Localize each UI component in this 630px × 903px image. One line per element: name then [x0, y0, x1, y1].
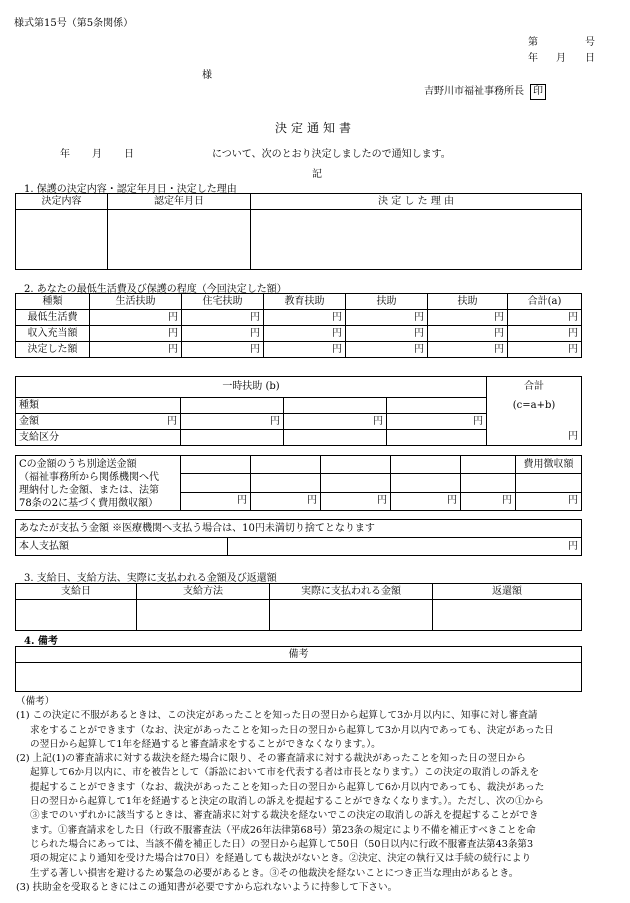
yen-cell[interactable]: 円: [508, 342, 582, 358]
col-header-aid-2: 扶助: [428, 294, 508, 310]
payment-table: [15, 583, 582, 631]
yen-cell[interactable]: 円: [346, 310, 428, 326]
actual-amount-cell[interactable]: [270, 600, 433, 631]
remittance-cell[interactable]: [321, 456, 391, 474]
col-header-type: 種類: [16, 294, 90, 310]
section3-heading: 3. 支給日、支給方法、実際に支払われる金額及び返還額: [24, 573, 277, 584]
col-header-aid-1: 扶助: [346, 294, 428, 310]
yen-cell[interactable]: 円: [346, 342, 428, 358]
yen-cell[interactable]: 円: [90, 326, 182, 342]
date-year-label: 年: [528, 53, 538, 64]
temp-category-cell[interactable]: [181, 430, 284, 446]
row-label-minimum-cost: 最低生活費: [16, 310, 90, 326]
notes-heading: （備考）: [16, 696, 55, 707]
date-day-label: 日: [585, 53, 595, 64]
self-pay-label: 本人支払額: [16, 538, 228, 556]
note-2-line: じられた場合にあっては、当該不備を補正した日）の翌日から起算して50日（50日以内に行政不服審査法第43条第3: [30, 838, 534, 850]
form-number: 様式第15号（第5条関係）: [14, 18, 134, 29]
yen-cell[interactable]: 円: [90, 342, 182, 358]
yen-cell[interactable]: 円: [264, 342, 346, 358]
approval-date-cell[interactable]: [108, 210, 251, 270]
note-2-line: 提起することができます（なお、裁決があったことを知った日の翌日から起算して6か月以内であっても、裁決があった: [30, 781, 545, 793]
temp-category-cell[interactable]: [284, 430, 387, 446]
yen-cell[interactable]: 円: [346, 326, 428, 342]
living-cost-table: [15, 293, 582, 358]
note-2-line: 日の翌日から起算して1年を経過すると決定の取消しの訴えを提起することができなくなります。）。ただし、次の①から: [30, 796, 544, 808]
temp-category-cell[interactable]: [387, 430, 487, 446]
row-label-income-applied: 収入充当額: [16, 326, 90, 342]
remittance-cell[interactable]: [181, 456, 251, 474]
yen-cell[interactable]: 円: [428, 342, 508, 358]
separate-remittance-line: （福祉事務所から関係機関へ代: [19, 472, 159, 483]
yen-cell[interactable]: 円: [182, 310, 264, 326]
ki-mark: 記: [312, 169, 322, 180]
addressee-suffix: 様: [202, 70, 212, 81]
total-c-spacer: [487, 414, 582, 430]
number-label-2: 号: [585, 37, 595, 48]
issuer-line: [424, 82, 546, 100]
table-row: [16, 342, 582, 358]
temporary-aid-table: [15, 376, 582, 446]
yen-cell[interactable]: 円: [181, 414, 284, 430]
approval-date-header: 認定年月日: [108, 194, 251, 210]
remarks-cell[interactable]: [16, 663, 582, 692]
note-2-line: 項の規定により通知を受けた場合は70日）を経過しても裁決がないとき。②決定、決定の執行又は手続の続行により: [30, 853, 532, 865]
remarks-table: [15, 646, 582, 692]
note-2-line: 起算して6か月以内に、市を被告として（訴訟において市を代表する者は市長となります。）この決定の取消しの訴えを: [30, 767, 540, 779]
separate-remittance-line: Cの金額のうち別途送金額: [19, 459, 137, 470]
intro-month: 月: [92, 149, 102, 160]
payment-date-cell[interactable]: [16, 600, 137, 631]
note-1-line: (1) この決定に不服があるときは、この決定があったことを知った日の翌日から起算して3か月以内に、知事に対し審査請: [16, 710, 538, 722]
yen-cell[interactable]: 円: [428, 310, 508, 326]
decision-table: [15, 193, 582, 270]
note-1-line: 求をすることができます（なお、決定があったことを知った日の翌日から起算して3か月以内であっても、決定があった日: [30, 724, 554, 736]
separate-remittance-label: [16, 456, 181, 511]
intro-day: 日: [124, 149, 134, 160]
temp-row-type: 種類: [16, 398, 181, 414]
remittance-cell[interactable]: [461, 474, 516, 492]
row-label-decided-amount: 決定した額: [16, 342, 90, 358]
remittance-cell[interactable]: [251, 456, 321, 474]
document-title: 決定通知書: [274, 121, 355, 135]
yen-cell[interactable]: 円: [387, 414, 487, 430]
decision-reason-cell[interactable]: [251, 210, 582, 270]
note-3-line: (3) 扶助金を受取るときにはこの通知書が必要ですから忘れないように持参して下さい。: [16, 881, 398, 893]
payment-note: あなたが支払う金額 ※医療機関へ支払う場合は、10円未満切り捨てとなります: [16, 520, 582, 538]
remarks-header: 備考: [16, 647, 582, 663]
yen-cell[interactable]: 円: [182, 326, 264, 342]
yen-cell[interactable]: 円: [182, 342, 264, 358]
decision-content-header: 決定内容: [16, 194, 108, 210]
yen-cell[interactable]: 円: [181, 492, 251, 510]
col-header-housing-aid: 住宅扶助: [182, 294, 264, 310]
section4-heading: 4. 備考: [24, 636, 58, 647]
yen-cell[interactable]: 円: [321, 492, 391, 510]
note-2-line: (2) 上記(1)の審査請求に対する裁決を経た場合に限り、その審査請求に対する裁決があったことを知った日の翌日から: [16, 753, 526, 765]
number-label-1: 第: [528, 37, 538, 48]
total-c-formula: (c=a+b): [487, 398, 582, 414]
temp-row-amount: [16, 414, 181, 430]
remittance-cell[interactable]: [516, 474, 582, 492]
payment-method-header: 支給方法: [137, 584, 270, 600]
yen-cell[interactable]: 円: [508, 326, 582, 342]
fee-collection-label: 費用徴収額: [516, 456, 582, 474]
yen-cell[interactable]: 円: [428, 326, 508, 342]
total-c-yen[interactable]: 円: [487, 430, 582, 446]
section2-heading: 2. あなたの最低生活費及び保護の程度（今回決定した額）: [24, 284, 287, 295]
remittance-cell[interactable]: [321, 474, 391, 492]
yen-cell[interactable]: 円: [264, 326, 346, 342]
col-header-education-aid: 教育扶助: [264, 294, 346, 310]
temp-type-cell[interactable]: [387, 398, 487, 414]
temp-type-cell[interactable]: [181, 398, 284, 414]
refund-amount-header: 返還額: [433, 584, 582, 600]
remittance-cell[interactable]: [391, 456, 461, 474]
total-c-label: 合計: [487, 377, 582, 398]
payment-method-cell[interactable]: [137, 600, 270, 631]
col-header-living-aid: 生活扶助: [90, 294, 182, 310]
section1-heading: 1. 保護の決定内容・認定年月日・決定した理由: [24, 184, 237, 195]
temp-row-amount-label: 金額: [19, 415, 39, 427]
yen-cell[interactable]: 円: [264, 310, 346, 326]
separate-remittance-table: [15, 455, 582, 511]
self-pay-table: [15, 519, 582, 556]
actual-amount-header: 実際に支払われる金額: [270, 584, 433, 600]
remittance-cell[interactable]: [181, 474, 251, 492]
separate-remittance-line: 理納付した金額、または、法第: [19, 485, 159, 496]
separate-remittance-line: 78条の2に基づく費用徴収額）: [19, 498, 159, 509]
remittance-cell[interactable]: [391, 474, 461, 492]
yen-cell[interactable]: 円: [508, 310, 582, 326]
note-1-line: の翌日から起算して1年を経過すると審査請求をすることができなくなります。）。: [30, 738, 381, 750]
yen-cell[interactable]: 円: [391, 492, 461, 510]
notes-section: [16, 695, 616, 895]
yen-cell[interactable]: 円: [461, 492, 516, 510]
decision-reason-header: 決 定 し た 理 由: [251, 194, 582, 210]
table-row: [16, 310, 582, 326]
yen-cell[interactable]: 円: [284, 414, 387, 430]
seal-mark: 印: [530, 84, 546, 100]
note-2-line: ます。①審査請求をした日（行政不服審査法（平成26年法律第68号）第23条の規定により不備を補正すべきことを命: [30, 824, 536, 836]
remittance-cell[interactable]: [251, 474, 321, 492]
remittance-cell[interactable]: [461, 456, 516, 474]
decision-content-cell[interactable]: [16, 210, 108, 270]
note-2-line: ③までのいずれかに該当するときは、審査請求に対する裁決を経ないでこの決定の取消しの訴えを提起することができ: [30, 810, 539, 822]
intro-text: について、次のとおり決定しましたので通知します。: [212, 149, 451, 160]
issuer-name: 吉野川市福祉事務所長: [424, 86, 524, 97]
intro-year: 年: [60, 149, 70, 160]
temp-row-category: 支給区分: [16, 430, 181, 446]
yen-cell[interactable]: 円: [167, 415, 177, 427]
self-pay-yen[interactable]: 円: [228, 538, 582, 556]
temporary-aid-title: 一時扶助 (b): [16, 377, 487, 398]
yen-cell[interactable]: 円: [516, 492, 582, 510]
yen-cell[interactable]: 円: [251, 492, 321, 510]
payment-date-header: 支給日: [16, 584, 137, 600]
temp-type-cell[interactable]: [284, 398, 387, 414]
yen-cell[interactable]: 円: [90, 310, 182, 326]
refund-amount-cell[interactable]: [433, 600, 582, 631]
note-2-line: 生ずる著しい損害を避けるため緊急の必要があるとき。③その他裁決を経ないことにつき正当な理由があるとき。: [30, 867, 519, 879]
col-header-total-a: 合計(a): [508, 294, 582, 310]
table-row: [16, 326, 582, 342]
date-month-label: 月: [556, 53, 566, 64]
